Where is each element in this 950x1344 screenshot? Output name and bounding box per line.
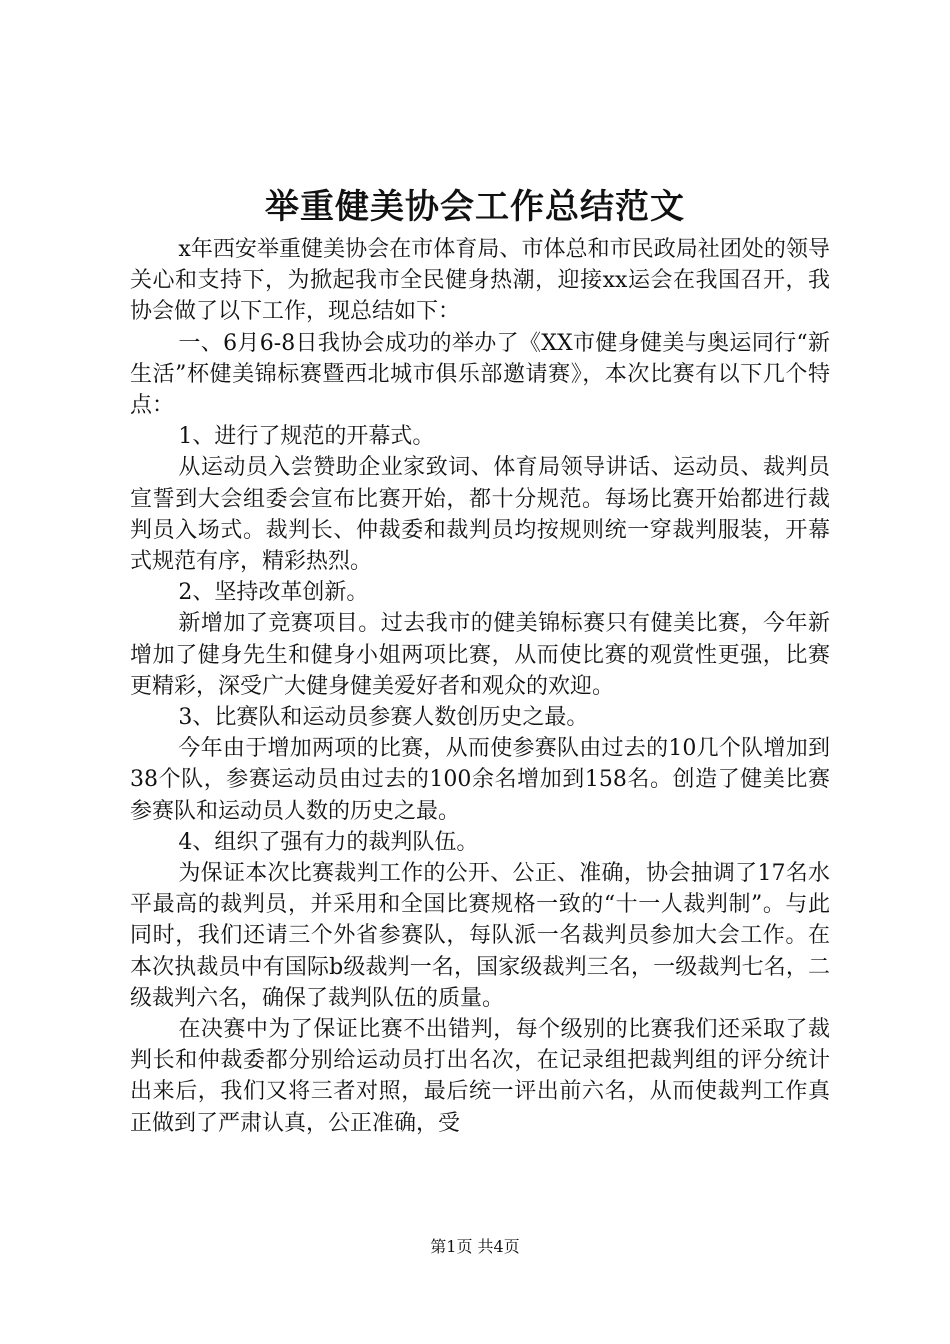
paragraph-point-4-heading: 4、组织了强有力的裁判队伍。 — [178, 829, 479, 855]
paragraph-point-3-heading: 3、比赛队和运动员参赛人数创历史之最。 — [178, 705, 589, 731]
paragraph-section-one: 一、6月6-8日我协会成功的举办了《XX市健身健美与奥运同行“新生活”杯健美锦标赛暨西北城市俱乐部邀请赛》，本次比赛有以下几个特点： — [130, 330, 830, 419]
paragraph-point-1-heading: 1、进行了规范的开幕式。 — [178, 424, 435, 450]
paragraph-point-2-body: 新增加了竞赛项目。过去我市的健美锦标赛只有健美比赛，今年新增加了健身先生和健身小姐两项比赛，从而使比赛的观赏性更强，比赛更精彩，深受广大健身健美爱好者和观众的欢迎。 — [130, 611, 830, 699]
paragraph-intro: x年西安举重健美协会在市体育局、市体总和市民政局社团处的领导关心和支持下，为掀起我市全民健身热潮，迎接xx运会在我国召开，我协会做了以下工作，现总结如下： — [130, 237, 830, 325]
document-body — [130, 234, 830, 1139]
paragraph-final-round: 在决赛中为了保证比赛不出错判，每个级别的比赛我们还采取了裁判长和仲裁委都分别给运动员打出名次，在记录组把裁判组的评分统计出来后，我们又将三者对照，最后统一评出前六名，从而使裁判工作真正做到了严肃认真，公正准确，受 — [130, 1017, 830, 1136]
paragraph-point-1-body: 从运动员入尝赞助企业家致词、体育局领导讲话、运动员、裁判员宣誓到大会组委会宣布比赛开始，都十分规范。每场比赛开始都进行裁判员入场式。裁判长、仲裁委和裁判员均按规则统一穿裁判服装，开幕式规范有序，精彩热烈。 — [130, 455, 830, 575]
paragraph-point-3-body: 今年由于增加两项的比赛，从而使参赛队由过去的10几个队增加到38个队，参赛运动员由过去的100余名增加到158名。创造了健美比赛参赛队和运动员人数的历史之最。 — [130, 736, 830, 824]
paragraph-point-2-heading: 2、坚持改革创新。 — [178, 580, 369, 606]
page-title: 举重健美协会工作总结范文 — [265, 187, 685, 227]
page-footer: 第1页 共4页 — [430, 1237, 520, 1256]
paragraph-point-4-body: 为保证本次比赛裁判工作的公开、公正、准确，协会抽调了17名水平最高的裁判员，并采用和全国比赛规格一致的“十一人裁判制”。与此同时，我们还请三个外省参赛队，每队派一名裁判员参加大会工作。在本次执裁员中有国际b级裁判一名，国家级裁判三名，一级裁判七名，二级裁判六名，确保了裁判队伍的质量。 — [130, 861, 830, 1011]
